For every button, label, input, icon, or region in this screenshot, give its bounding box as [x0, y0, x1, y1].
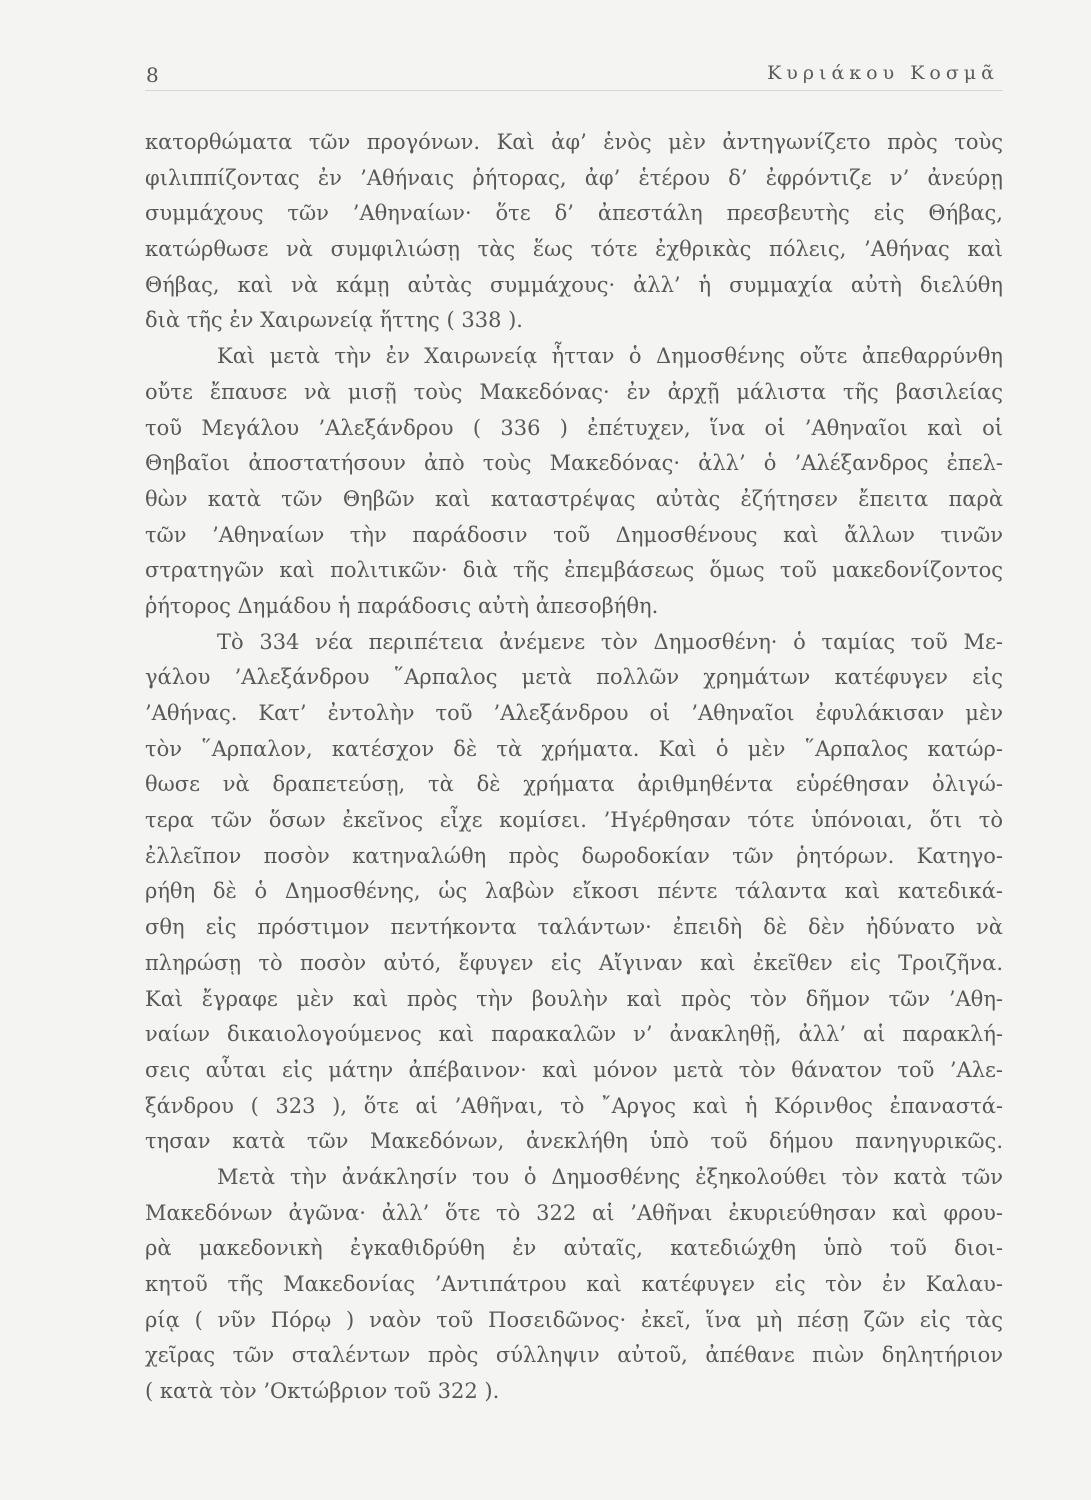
- text-line: ἐλλεῖπον ποσὸν κατηναλώθη πρὸς δωροδοκίαν τῶν ῥητόρων. Κατηγο-: [145, 843, 1003, 868]
- text-line: Θηβαῖοι ἀποστατήσουν ἀπὸ τοὺς Μακεδόνας· ἀλλ’ ὁ ’Αλέξανδρος ἐπελ-: [145, 451, 1003, 476]
- paragraph: [145, 339, 1003, 625]
- text-line: συμμάχους τῶν ’Αθηναίων· ὅτε δ’ ἀπεστάλη πρεσβευτὴς εἰς Θήβας,: [145, 201, 1003, 226]
- text-line: Θήβας, καὶ νὰ κάμῃ αὐτὰς συμμάχους· ἀλλ’ ἡ συμμαχία αὐτὴ διελύθη: [145, 272, 1003, 297]
- text-line: φιλιππίζοντας ἐν ’Αθήναις ῥήτορας, ἀφ’ ἑτέρου δ’ ἐφρόντιζε ν’ ἀνεύρῃ: [145, 165, 1003, 190]
- text-line: πληρώσῃ τὸ ποσὸν αὐτό, ἔφυγεν εἰς Αἴγιναν καὶ ἐκεῖθεν εἰς Τροιζῆνα.: [145, 950, 1003, 975]
- text-line: ναίων δικαιολογούμενος καὶ παρακαλῶν ν’ ἀνακληθῇ, ἀλλ’ αἱ παρακλή-: [145, 1022, 1003, 1047]
- paragraph: [145, 625, 1003, 1160]
- text-line: Τὸ 334 νέα περιπέτεια ἀνέμενε τὸν Δημοσθένη· ὁ ταμίας τοῦ Με-: [217, 629, 1003, 654]
- text-line: ( κατὰ τὸν ’Οκτώβριον τοῦ 322 ).: [145, 1379, 500, 1404]
- text-line: τῶν ’Αθηναίων τὴν παράδοσιν τοῦ Δημοσθένους καὶ ἄλλων τινῶν: [145, 522, 1003, 547]
- text-line: τοῦ Μεγάλου ’Αλεξάνδρου ( 336 ) ἐπέτυχεν, ἵνα οἱ ’Αθηναῖοι καὶ οἱ: [145, 415, 1003, 440]
- paragraph: [145, 1160, 1003, 1410]
- text-line: ρίᾳ ( νῦν Πόρῳ ) ναὸν τοῦ Ποσειδῶνος· ἐκεῖ, ἵνα μὴ πέσῃ ζῶν εἰς τὰς: [145, 1307, 1003, 1332]
- text-line: σεις αὗται εἰς μάτην ἀπέβαινον· καὶ μόνον μετὰ τὸν θάνατον τοῦ ’Αλε-: [145, 1057, 1003, 1082]
- paragraph: [145, 125, 1003, 339]
- text-line: σθη εἰς πρόστιμον πεντήκοντα ταλάντων· ἐπειδὴ δὲ δὲν ἠδύνατο νὰ: [145, 915, 1003, 940]
- text-line: τερα τῶν ὅσων ἐκεῖνος εἶχε κομίσει. ’Ηγέρθησαν τότε ὑπόνοιαι, ὅτι τὸ: [145, 808, 1003, 833]
- text-line: τησαν κατὰ τῶν Μακεδόνων, ἀνεκλήθη ὑπὸ τοῦ δήμου πανηγυρικῶς.: [145, 1129, 1003, 1154]
- text-line: θὼν κατὰ τῶν Θηβῶν καὶ καταστρέψας αὐτὰς ἐζήτησεν ἔπειτα παρὰ: [145, 486, 1003, 511]
- text-line: ’Αθήνας. Κατ’ ἐντολὴν τοῦ ’Αλεξάνδρου οἱ ’Αθηναῖοι ἐφυλάκισαν μὲν: [145, 701, 1003, 725]
- text-line: ρήθη δὲ ὁ Δημοσθένης, ὡς λαβὼν εἴκοσι πέντε τάλαντα καὶ κατεδικά-: [145, 879, 1003, 904]
- text-line: κατορθώματα τῶν προγόνων. Καὶ ἀφ’ ἑνὸς μὲν ἀντηγωνίζετο πρὸς τοὺς: [145, 130, 1003, 154]
- text-line: Καὶ μετὰ τὴν ἐν Χαιρωνείᾳ ἧτταν ὁ Δημοσθένης οὔτε ἀπεθαρρύνθη: [217, 344, 1003, 369]
- text-line: Μετὰ τὴν ἀνάκλησίν του ὁ Δημοσθένης ἐξηκολούθει τὸν κατὰ τῶν: [217, 1164, 1003, 1189]
- text-line: κατώρθωσε νὰ συμφιλιώσῃ τὰς ἕως τότε ἐχθρικὰς πόλεις, ’Αθήνας καὶ: [145, 237, 1003, 262]
- text-line: γάλου ’Αλεξάνδρου ῞Αρπαλος μετὰ πολλῶν χρημάτων κατέφυγεν εἰς: [145, 665, 1003, 690]
- running-title: Κυριάκου Κοσμᾶ: [767, 62, 999, 84]
- text-line: ξάνδρου ( 323 ), ὅτε αἱ ’Αθῆναι, τὸ ῎Αργος καὶ ἡ Κόρινθος ἐπαναστά-: [145, 1093, 1003, 1118]
- text-line: Καὶ ἔγραφε μὲν καὶ πρὸς τὴν βουλὴν καὶ πρὸς τὸν δῆμον τῶν ’Αθη-: [145, 986, 1003, 1011]
- header-rule: [145, 90, 1003, 91]
- text-line: κητοῦ τῆς Μακεδονίας ’Αντιπάτρου καὶ κατέφυγεν εἰς τὸν ἐν Καλαυ-: [145, 1272, 1003, 1296]
- text-line: Μακεδόνων ἀγῶνα· ἀλλ’ ὅτε τὸ 322 αἱ ’Αθῆναι ἐκυριεύθησαν καὶ φρου-: [145, 1200, 1003, 1225]
- text-line: θωσε νὰ δραπετεύσῃ, τὰ δὲ χρήματα ἀριθμηθέντα εὑρέθησαν ὀλιγώ-: [145, 772, 1003, 797]
- text-line: ῥήτορος Δημάδου ἡ παράδοσις αὐτὴ ἀπεσοβήθη.: [145, 593, 659, 618]
- text-block: [145, 125, 1003, 1410]
- page-number: 8: [146, 63, 159, 87]
- text-line: διὰ τῆς ἐν Χαιρωνείᾳ ἥττης ( 338 ).: [145, 308, 523, 333]
- text-line: στρατηγῶν καὶ πολιτικῶν· διὰ τῆς ἐπεμβάσεως ὅμως τοῦ μακεδονίζοντος: [145, 558, 1003, 583]
- text-line: τὸν ῞Αρπαλον, κατέσχον δὲ τὰ χρήματα. Καὶ ὁ μὲν ῞Αρπαλος κατώρ-: [145, 736, 1003, 761]
- text-line: ρὰ μακεδονικὴ ἐγκαθιδρύθη ἐν αὐταῖς, κατεδιώχθη ὑπὸ τοῦ διοι-: [145, 1236, 1003, 1261]
- text-line: χεῖρας τῶν σταλέντων πρὸς σύλληψιν αὐτοῦ, ἀπέθανε πιὼν δηλητήριον: [145, 1343, 1003, 1368]
- text-line: οὔτε ἔπαυσε νὰ μισῇ τοὺς Μακεδόνας· ἐν ἀρχῇ μάλιστα τῆς βασιλείας: [145, 379, 1003, 404]
